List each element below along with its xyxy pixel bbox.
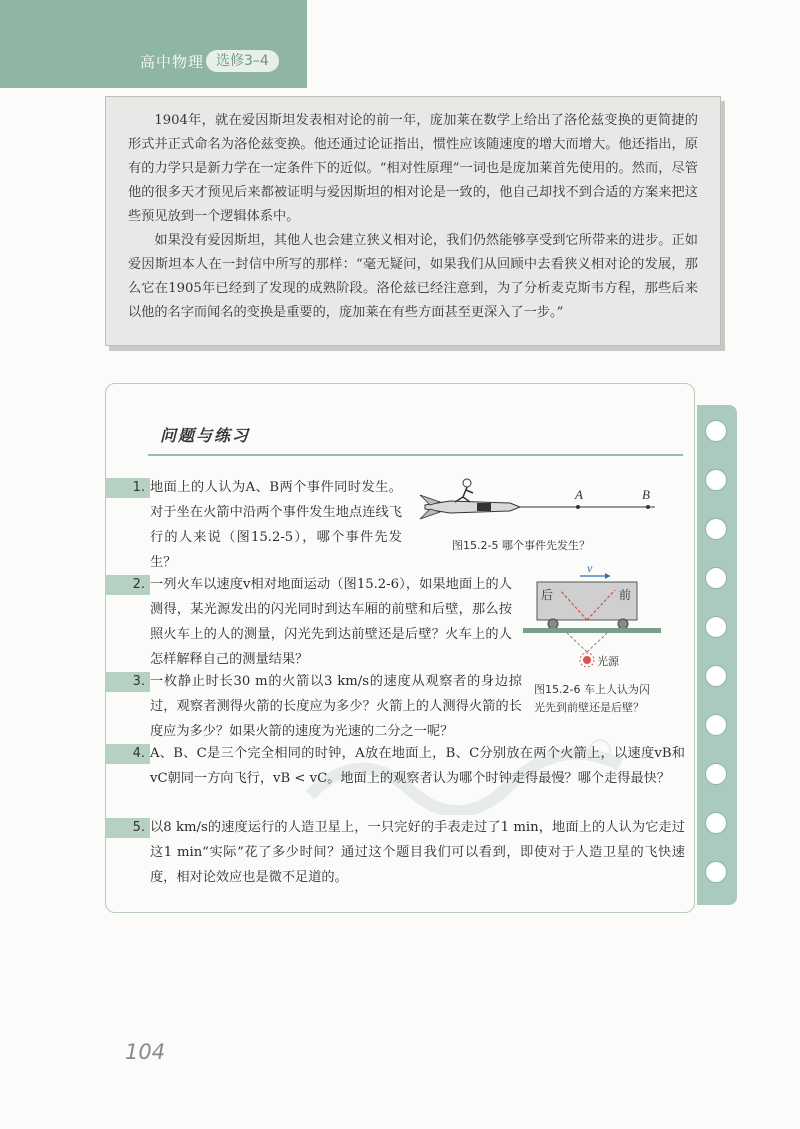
page-number: 104 (125, 1040, 166, 1064)
binder-hole-icon (705, 861, 727, 883)
event-b-point (646, 505, 650, 509)
reading-paragraph: 如果没有爱因斯坦，其他人也会建立狭义相对论，我们仍然能够享受到它所带来的进步。正如爱因斯坦本人在一封信中所写的那样：“毫无疑问，如果我们从回顾中去看狭义相对论的发展，那么它在1905年已经到了发现的成熟阶段。洛伦兹已经注意到，为了分析麦克斯韦方程，那些后来以他的名字而闻名的变换是重要的，庞加莱在有些方面甚至更深入了一步。” (128, 233, 698, 320)
train-figure (515, 562, 665, 672)
question-text: 一列火车以速度v相对地面运动（图15.2-6），如果地面上的人测得，某光源发出的闪光同时到达车厢的前壁和后壁，那么按照火车上的人的测量，闪光先到达前壁还是后壁？火车上的人怎样解释自己的测量结果？ (150, 577, 512, 667)
question-text: A、B、C是三个完全相同的时钟，A放在地面上，B、C分别放在两个火箭上，以速度vB和vC朝同一方向飞行，vB < vC。地面上的观察者认为哪个时钟走得最慢？哪个走得最快？ (150, 746, 685, 786)
chapter-header-band (0, 0, 307, 88)
source-rays (567, 633, 607, 652)
binder-hole-icon (705, 812, 727, 834)
wheel-icon (618, 619, 628, 629)
binder-hole-icon (705, 469, 727, 491)
light-source-label: 光源 (597, 655, 619, 668)
rocket-band (477, 503, 491, 511)
wheel-icon (548, 619, 558, 629)
question-number: 4. (132, 746, 145, 761)
binder-hole-icon (705, 665, 727, 687)
exercise-heading: 问题与练习 (160, 426, 251, 445)
binder-hole-icon (705, 518, 727, 540)
velocity-label: v (587, 562, 593, 575)
velocity-arrowhead-icon (605, 573, 610, 579)
light-source-icon (583, 656, 591, 664)
figure-caption: 光先到前壁还是后壁？ (534, 701, 644, 714)
track-icon (523, 628, 661, 633)
question-text: 一枚静止时长30 m的火箭以3 km/s的速度从观察者的身边掠过，观察者测得火箭的长度应为多少？火箭上的人测得火箭的长度应为多少？如果火箭的速度为光速的二分之一呢？ (150, 674, 522, 739)
event-a-point (576, 505, 580, 509)
reading-panel (105, 96, 721, 346)
question-number: 5. (132, 820, 145, 835)
event-b-label: B (642, 487, 650, 502)
front-wall-label: 前 (619, 588, 632, 602)
heading-divider (148, 454, 683, 456)
binder-hole-icon (705, 763, 727, 785)
binder-hole-icon (705, 616, 727, 638)
figure-caption: 图15.2-6 车上人认为闪 (534, 683, 650, 696)
question-number: 3. (132, 674, 145, 689)
figure-caption: 图15.2-5 哪个事件先发生？ (452, 539, 590, 552)
binder-hole-icon (705, 420, 727, 442)
rocket-figure (415, 475, 665, 535)
rocket-body-icon (425, 501, 520, 513)
rider-head-icon (463, 479, 471, 487)
question-text: 地面上的人认为A、B两个事件同时发生。对于坐在火箭中沿两个事件发生地点连线飞行的人来说（图15.2-5），哪个事件先发生？ (150, 480, 402, 570)
rear-wall-label: 后 (541, 588, 554, 602)
question-number: 2. (132, 577, 145, 592)
question-text: 以8 km/s的速度运行的人造卫星上，一只完好的手表走过了1 min，地面上的人认为它走过这1 min“实际”花了多少时间？通过这个题目我们可以看到，即使对于人造卫星的飞快速度，相对论效应也是微不足道的。 (150, 820, 685, 885)
rider-body-icon (455, 487, 473, 502)
reading-paragraph: 1904年，就在爱因斯坦发表相对论的前一年，庞加莱在数学上给出了洛伦兹变换的更简捷的形式并正式命名为洛伦兹变换。他还通过论证指出，惯性应该随速度的增大而增大。他还指出，原有的力学只是新力学在一定条件下的近似。“相对性原理”一词也是庞加莱首先使用的。然而，尽管他的很多天才预见后来都被证明与爱因斯坦的相对论是一致的，他自己却找不到合适的方案来把这些预见放到一个逻辑体系中。 (128, 113, 698, 224)
binder-hole-icon (705, 567, 727, 589)
binder-hole-icon (705, 714, 727, 736)
volume-badge: 选修3–4 (206, 50, 279, 72)
event-a-label: A (575, 487, 583, 502)
book-title: 高中物理 (140, 53, 205, 71)
question-number: 1. (132, 480, 145, 495)
